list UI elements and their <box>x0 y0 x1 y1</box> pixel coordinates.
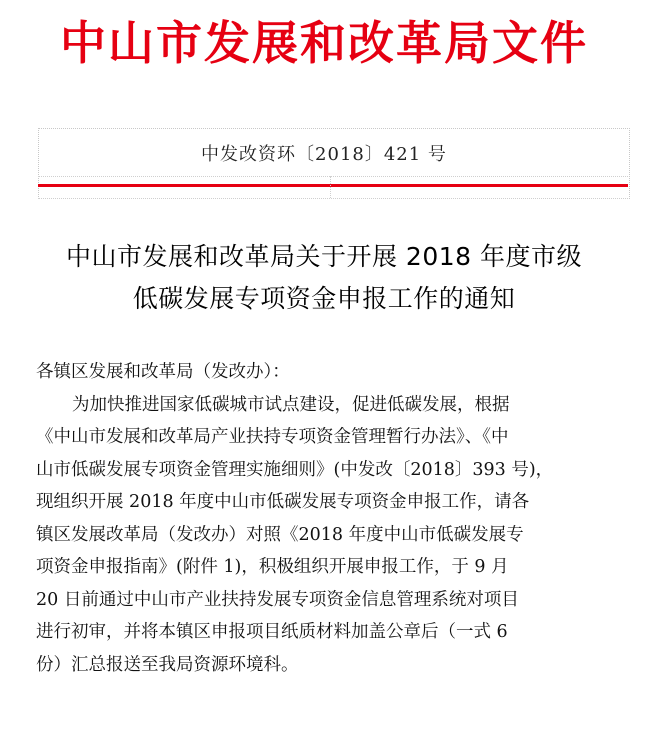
notice-title-line-1: 中山市发展和改革局关于开展 2018 年度市级 <box>65 242 583 271</box>
notice-body <box>36 356 626 681</box>
document-number: 中发改资环〔2018〕421 号 <box>201 144 447 165</box>
body-line: 进行初审，并将本镇区申报项目纸质材料加盖公章后（一式 6 <box>36 622 508 642</box>
body-line: 现组织开展 2018 年度中山市低碳发展专项资金申报工作，请各 <box>36 492 530 512</box>
body-line: 镇区发展改革局（发改办）对照《2018 年度中山市低碳发展专 <box>36 524 524 545</box>
dotted-vertical-separator <box>330 176 331 198</box>
notice-title-line-2: 低碳发展专项资金申报工作的通知 <box>132 284 516 313</box>
body-line: 为加快推进国家低碳城市试点建设，促进低碳发展，根据 <box>72 394 510 415</box>
body-line: 20 日前通过中山市产业扶持发展专项资金信息管理系统对项目 <box>36 589 519 610</box>
red-divider-line <box>38 184 628 187</box>
body-line: 份）汇总报送至我局资源环境科。 <box>36 654 299 675</box>
notice-title <box>20 236 628 320</box>
dotted-divider-upper <box>38 176 628 177</box>
salutation: 各镇区发展和改革局（发改办）： <box>36 362 290 382</box>
dotted-divider-lower <box>38 198 628 199</box>
masthead-title: 中山市发展和改革局文件 <box>60 16 588 70</box>
body-line: 《中山市发展和改革局产业扶持专项资金管理暂行办法》、《中 <box>36 427 509 447</box>
body-line: 山市低碳发展专项资金管理实施细则》(中发改〔2018〕393 号)， <box>36 459 554 480</box>
body-line: 项资金申报指南》(附件 1)，积极组织开展申报工作，于 9 月 <box>36 557 509 577</box>
